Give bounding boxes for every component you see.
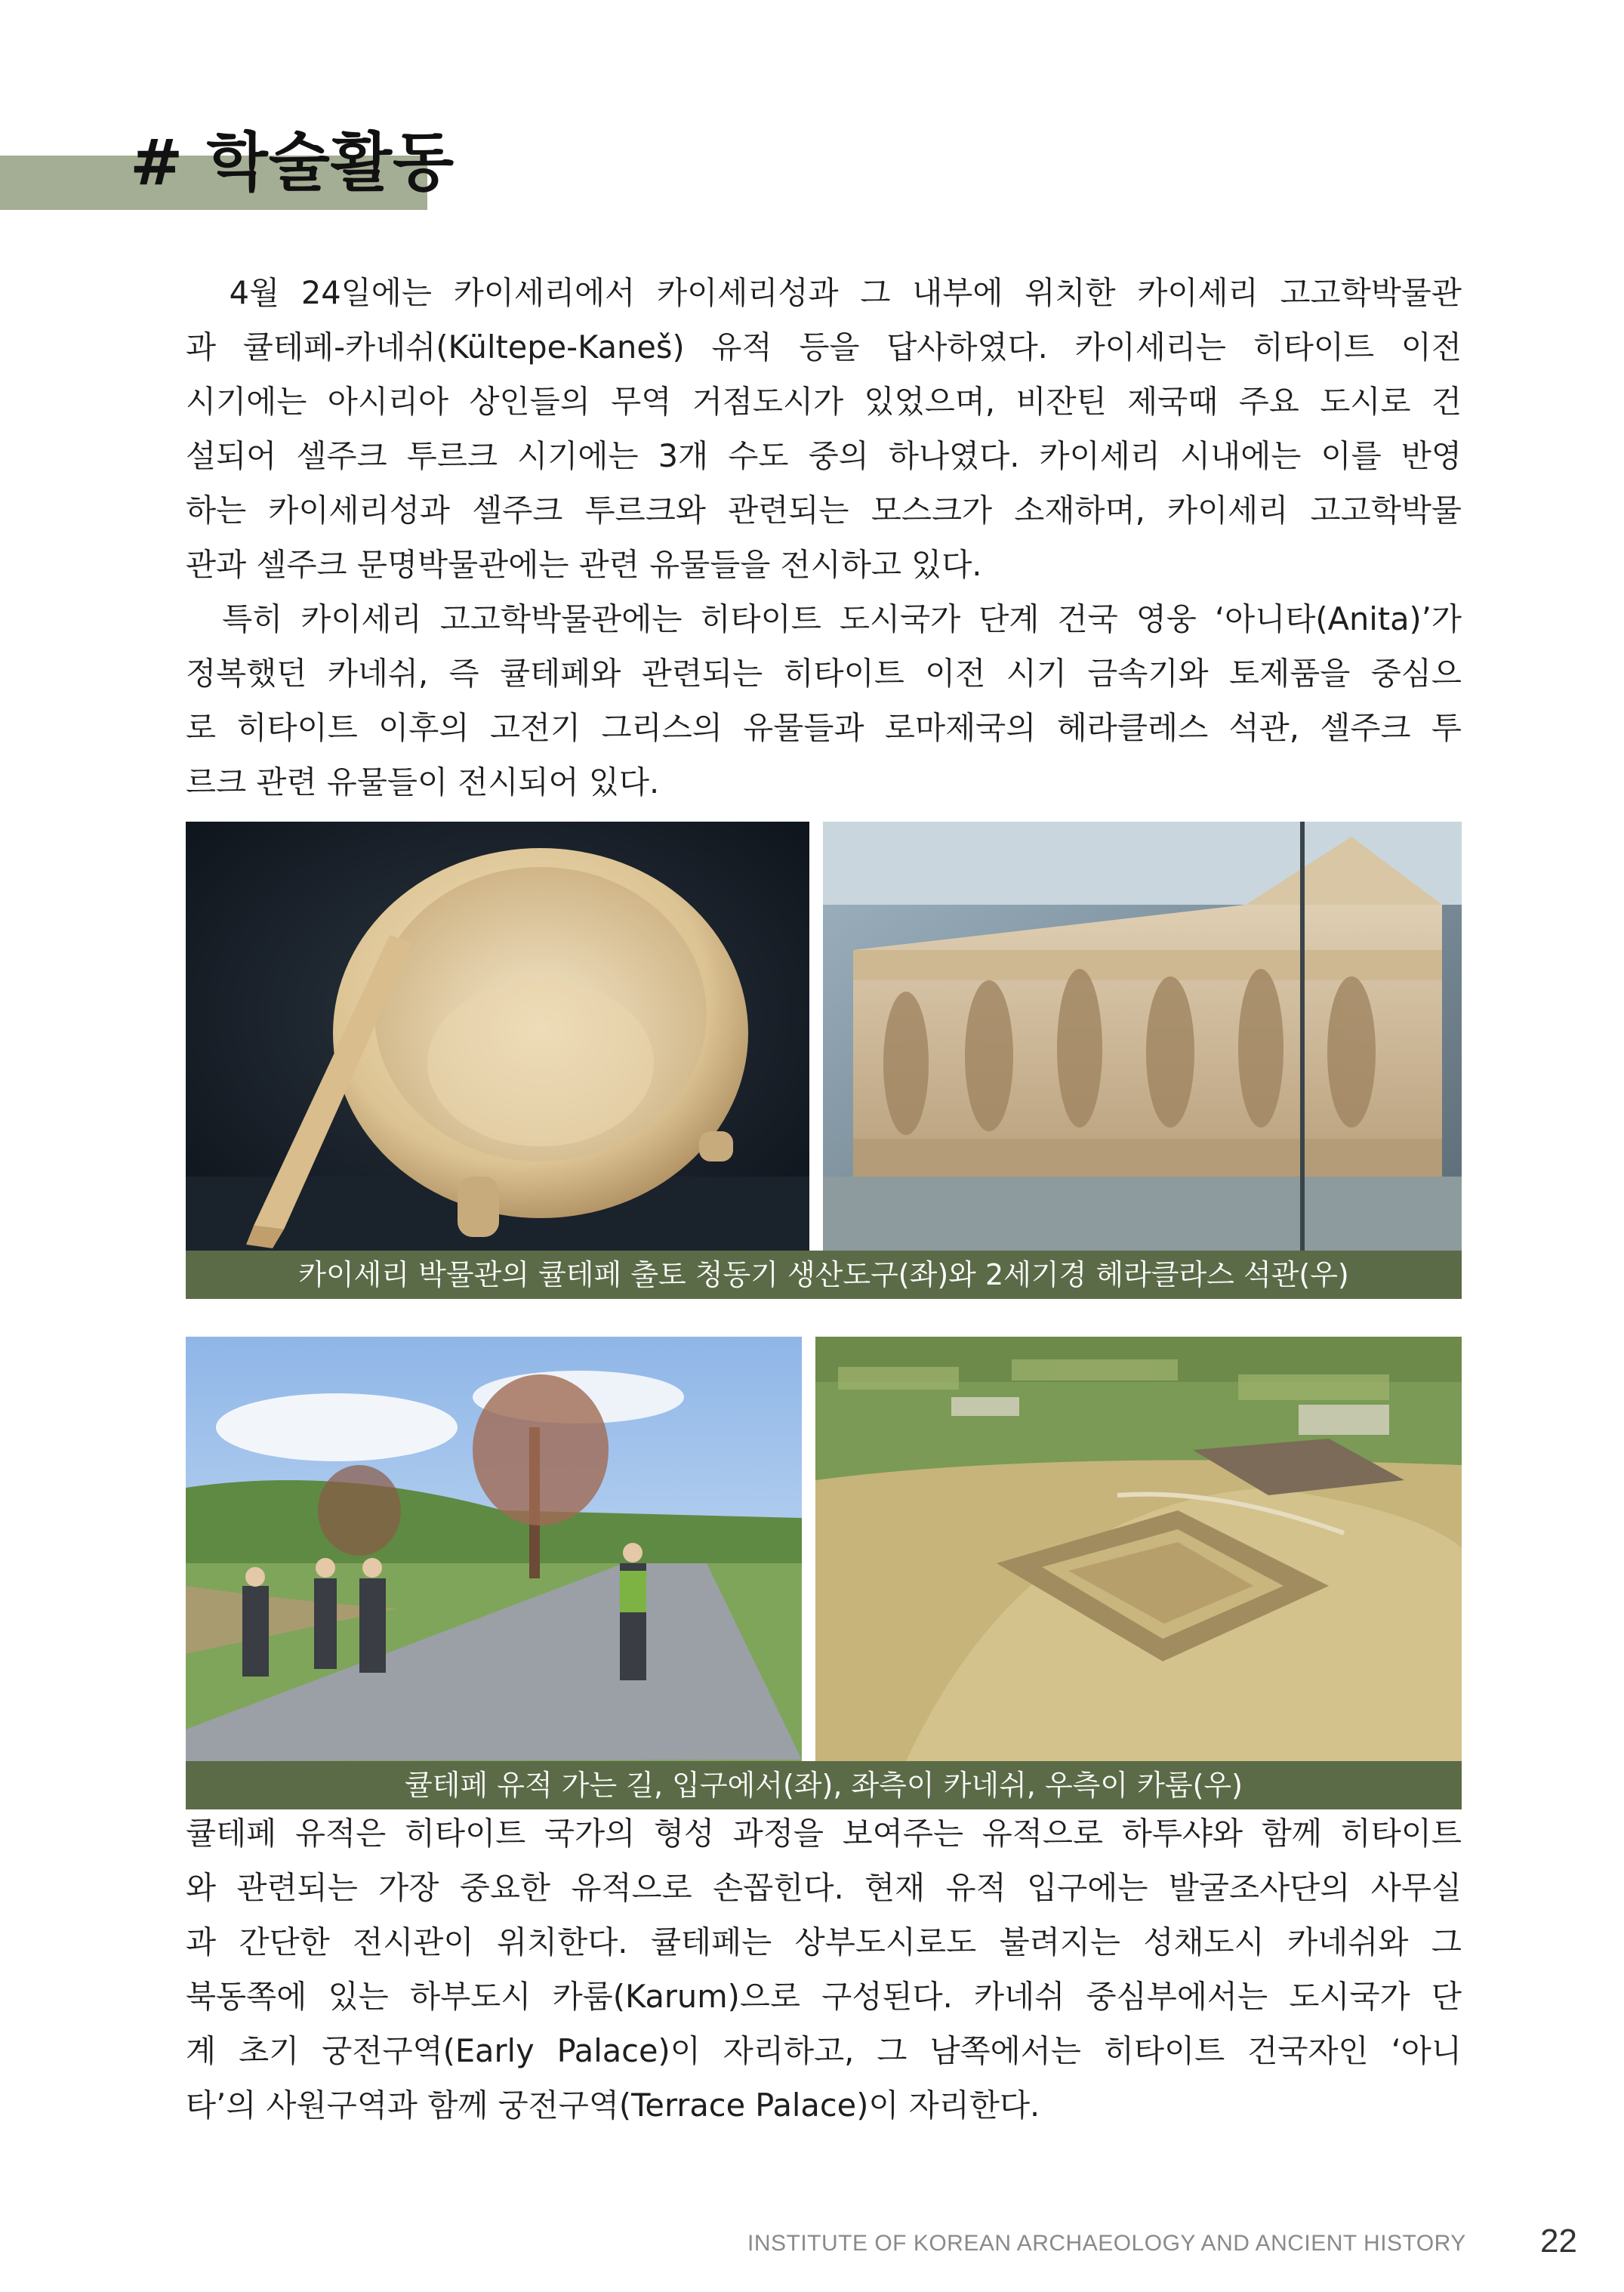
paragraph-line: 시기에는 아시리아 상인들의 무역 거점도시가 있었으며, 비잔틴 제국때 주요 도시로 건 [186,383,1462,420]
paragraph-line: 로 히타이트 이후의 고전기 그리스의 유물들과 로마제국의 헤라클레스 석관, 셀주크 투 [186,709,1462,746]
paragraph-line: 와 관련되는 가장 중요한 유적으로 손꼽힌다. 현재 유적 입구에는 발굴조사단의 사무실 [186,1869,1462,1906]
paragraph-line: 타’의 사원구역과 함께 궁전구역(Terrace Palace)이 자리한다. [186,2087,1040,2124]
paragraph-line: 하는 카이세리성과 셀주크 투르크와 관련되는 모스크가 소재하며, 카이세리 고고학박물 [186,492,1462,529]
footer-institute: INSTITUTE OF KOREAN ARCHAEOLOGY AND ANCIENT HISTORY [747,2231,1466,2256]
paragraph-line: 4월 24일에는 카이세리에서 카이세리성과 그 내부에 위치한 카이세리 고고학박물관 [186,274,1462,311]
paragraph-line: 정복했던 카네쉬, 즉 큘테페와 관련되는 히타이트 이전 시기 금속기와 토제품을 중심으 [186,655,1462,692]
body-paragraph [186,1806,1462,2133]
paragraph-line: 관과 셀주크 문명박물관에는 관련 유물들을 전시하고 있다. [186,546,982,583]
figure-caption: 카이세리 박물관의 큘테페 출토 청동기 생산도구(좌)와 2세기경 헤라클라스 석관(우) [186,1251,1462,1299]
figure-museum [186,822,1462,1299]
photo-road-to-site [186,1337,802,1761]
page-number: 22 [1540,2223,1577,2260]
paragraph-line: 과 큘테페-카네쉬(Kültepe-Kaneš) 유적 등을 답사하였다. 카이세리는 히타이트 이전 [186,329,1462,366]
paragraph-line: 특히 카이세리 고고학박물관에는 히타이트 도시국가 단계 건국 영웅 ‘아니타(Anita)’가 [186,600,1462,637]
photo-bronze-tools [186,822,809,1251]
paragraph-line: 북동쪽에 있는 하부도시 카룸(Karum)으로 구성된다. 카네쉬 중심부에서는 도시국가 단 [186,1978,1462,2015]
section-title: # 학술활동 [130,125,455,199]
paragraph-line: 계 초기 궁전구역(Early Palace)이 자리하고, 그 남쪽에서는 히타이트 건국자인 ‘아니 [186,2032,1462,2069]
intro-paragraph [186,266,1462,810]
figure-caption: 큘테페 유적 가는 길, 입구에서(좌), 좌측이 카네쉬, 우측이 카룸(우) [186,1761,1462,1809]
photo-heracles-sarcophagus [823,822,1462,1251]
paragraph-line: 큘테페 유적은 히타이트 국가의 형성 과정을 보여주는 유적으로 하투샤와 함께 히타이트 [186,1815,1462,1852]
paragraph-line: 설되어 셀주크 투르크 시기에는 3개 수도 중의 하나였다. 카이세리 시내에는 이를 반영 [186,437,1462,474]
photo-kanesh-karum-aerial [815,1337,1462,1761]
figure-kultepe-site [186,1337,1462,1811]
paragraph-line: 과 간단한 전시관이 위치한다. 큘테페는 상부도시로도 불려지는 성채도시 카네쉬와 그 [186,1923,1462,1960]
paragraph-line: 르크 관련 유물들이 전시되어 있다. [186,763,660,801]
